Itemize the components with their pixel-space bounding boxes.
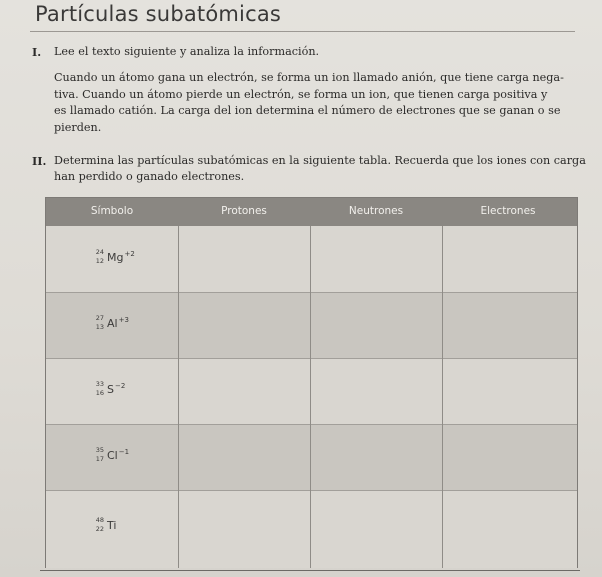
- paragraph-line: tiva. Cuando un átomo pierde un electrón, se forma un ion, que tienen carga positiva y: [54, 87, 548, 101]
- title-divider: [30, 31, 575, 32]
- instruction-line: han perdido o ganado electrones.: [54, 170, 245, 183]
- ion-charge: +2: [124, 250, 135, 258]
- row-divider: [46, 490, 577, 491]
- header-protones: Protones: [221, 205, 267, 217]
- row-divider: [46, 292, 577, 293]
- header-neutrones: Neutrones: [348, 205, 404, 217]
- element-symbol: Mg: [107, 251, 124, 264]
- table-row: [46, 358, 577, 424]
- table-row: [46, 424, 577, 490]
- atomic-number: 12: [95, 257, 104, 265]
- table-row: [46, 490, 577, 568]
- subatomic-table: [45, 197, 578, 568]
- table-row: [46, 292, 577, 358]
- column-divider: [310, 226, 311, 568]
- element-symbol: Cl: [107, 449, 118, 462]
- page-bottom-rule: [40, 570, 580, 571]
- instruction-line: Determina las partículas subatómicas en la siguiente tabla. Recuerda que los iones con carga: [54, 154, 586, 167]
- paragraph-line: es llamado catión. La carga del ion determina el número de electrones que se ganan o se: [54, 104, 561, 117]
- ion-charge: −2: [114, 382, 126, 390]
- mass-number: 35: [95, 446, 104, 454]
- row-divider: [46, 424, 577, 425]
- header-electrones: Electrones: [480, 205, 536, 217]
- atomic-number: 22: [95, 525, 104, 533]
- section-1-number: I.: [32, 45, 42, 59]
- mass-number: 33: [95, 380, 104, 388]
- section-1-paragraph: [54, 70, 564, 136]
- paragraph-line: pierden.: [54, 120, 102, 134]
- header-simbolo: Símbolo: [90, 205, 134, 217]
- element-symbol: S: [107, 383, 114, 396]
- column-divider: [442, 226, 443, 568]
- paragraph-line: Cuando un átomo gana un electrón, se forma un ion llamado anión, que tiene carga nega-: [54, 71, 564, 84]
- mass-number: 27: [95, 314, 104, 322]
- atomic-number: 17: [95, 455, 104, 463]
- row-divider: [46, 358, 577, 359]
- section-1-instruction: Lee el texto siguiente y analiza la información.: [54, 45, 320, 58]
- table-row: [46, 226, 577, 292]
- atomic-number: 13: [95, 323, 104, 331]
- atomic-number: 16: [95, 389, 104, 397]
- page-title: Partículas subatómicas: [35, 2, 282, 26]
- column-divider: [178, 226, 179, 568]
- element-symbol: Ti: [107, 519, 117, 532]
- ion-charge: −1: [118, 448, 130, 456]
- mass-number: 48: [95, 516, 104, 524]
- element-symbol: Al: [107, 317, 118, 330]
- mass-number: 24: [95, 248, 104, 256]
- table-header: [46, 198, 577, 226]
- section-2-number: II.: [32, 154, 47, 168]
- ion-charge: +3: [118, 316, 129, 324]
- section-2-instruction: [54, 153, 586, 185]
